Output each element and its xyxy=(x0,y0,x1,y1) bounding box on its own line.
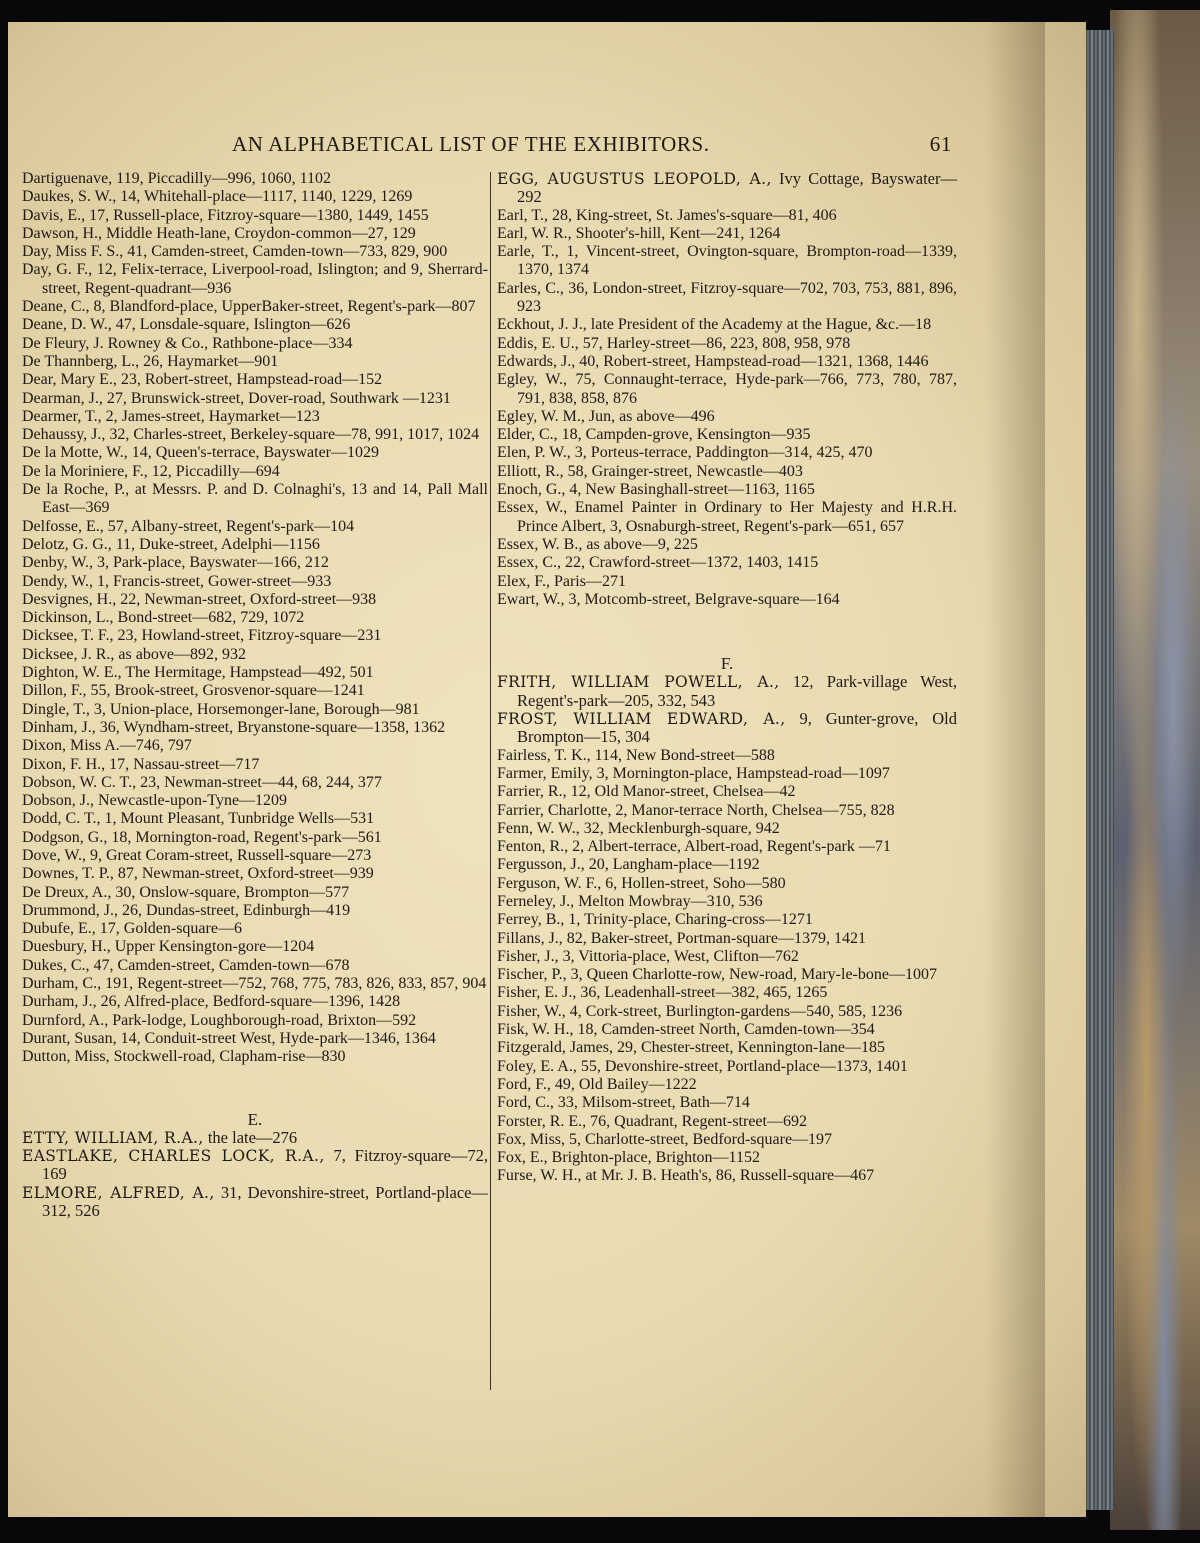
exhibitor-entry: Ewart, W., 3, Motcomb-street, Belgrave-square—164 xyxy=(497,590,840,608)
exhibitor-entry: Dighton, W. E., The Hermitage, Hampstead—492, 501 xyxy=(22,664,374,682)
exhibitor-entry: Denby, W., 3, Park-place, Bayswater—166, 212 xyxy=(22,554,329,572)
exhibitor-entry: Essex, W. B., as above—9, 225 xyxy=(497,535,698,553)
exhibitor-entry: Deane, C., 8, Blandford-place, UpperBaker-street, Regent's-park—807 xyxy=(22,298,476,316)
academician-name: FRITH, WILLIAM POWELL, A., xyxy=(497,673,780,692)
exhibitor-entry: Dicksee, T. F., 23, Howland-street, Fitzroy-square—231 xyxy=(22,627,382,645)
exhibitor-entry: De la Moriniere, F., 12, Piccadilly—694 xyxy=(22,462,280,480)
exhibitor-entry-academician xyxy=(497,170,957,207)
exhibitor-entry: Elex, F., Paris—271 xyxy=(497,572,626,590)
exhibitor-entry: Downes, T. P., 87, Newman-street, Oxford-street—939 xyxy=(22,865,374,883)
page-curl-shadow xyxy=(985,22,1045,1517)
exhibitor-entry: Dutton, Miss, Stockwell-road, Clapham-rise—830 xyxy=(22,1048,346,1066)
exhibitor-entry: Earl, W. R., Shooter's-hill, Kent—241, 1264 xyxy=(497,224,781,242)
exhibitor-entry: Dearmer, T., 2, James-street, Haymarket—123 xyxy=(22,407,320,425)
exhibitor-entry: Farmer, Emily, 3, Mornington-place, Hampstead-road—1097 xyxy=(497,764,890,782)
exhibitor-entry: Dicksee, J. R., as above—892, 932 xyxy=(22,645,246,663)
exhibitor-entry: Dickinson, L., Bond-street—682, 729, 1072 xyxy=(22,609,305,627)
exhibitor-entry: Deane, D. W., 47, Lonsdale-square, Islington—626 xyxy=(22,316,351,334)
exhibitor-entry: Egley, W., 75, Connaught-terrace, Hyde-park—766, 773, 780, 787, 791, 838, 858, 876 xyxy=(497,371,957,407)
exhibitor-entry: Fisk, W. H., 18, Camden-street North, Camden-town—354 xyxy=(497,1021,875,1039)
exhibitor-entry: Durham, C., 191, Regent-street—752, 768, 775, 783, 826, 833, 857, 904 xyxy=(22,975,487,993)
exhibitor-entry: Fitzgerald, James, 29, Chester-street, Kennington-lane—185 xyxy=(497,1039,886,1057)
exhibitor-entry: Durnford, A., Park-lodge, Loughborough-road, Brixton—592 xyxy=(22,1011,417,1029)
exhibitor-entry-academician xyxy=(497,710,957,747)
exhibitor-entry: Ferneley, J., Melton Mowbray—310, 536 xyxy=(497,892,763,910)
exhibitor-entry: Eckhout, J. J., late President of the Academy at the Hague, &c.—18 xyxy=(497,316,932,334)
exhibitor-entry: Fox, E., Brighton-place, Brighton—1152 xyxy=(497,1149,760,1167)
academician-details: 12, Park-village West, Regent's-park—205, 332, 543 xyxy=(517,672,957,710)
exhibitor-entry: Delfosse, E., 57, Albany-street, Regent's-park—104 xyxy=(22,517,355,535)
left-column xyxy=(22,170,488,1220)
exhibitor-entry: De Thannberg, L., 26, Haymarket—901 xyxy=(22,352,279,370)
exhibitor-entry: Daukes, S. W., 14, Whitehall-place—1117, 1140, 1229, 1269 xyxy=(22,188,413,206)
exhibitor-entry: Fisher, W., 4, Cork-street, Burlington-gardens—540, 585, 1236 xyxy=(497,1002,903,1020)
exhibitor-entry: Dixon, Miss A.—746, 797 xyxy=(22,737,192,755)
exhibitor-entry: De Fleury, J. Rowney & Co., Rathbone-place—334 xyxy=(22,334,353,352)
exhibitor-entry: Day, G. F., 12, Felix-terrace, Liverpool-road, Islington; and 9, Sherrard-street, Regent-quadrant—936 xyxy=(22,261,488,297)
page-number: 61 xyxy=(929,132,952,156)
exhibitor-entry: Dubufe, E., 17, Golden-square—6 xyxy=(22,920,242,938)
exhibitor-entry: Dobson, W. C. T., 23, Newman-street—44, 68, 244, 377 xyxy=(22,773,382,791)
exhibitor-entry: Farrier, Charlotte, 2, Manor-terrace North, Chelsea—755, 828 xyxy=(497,801,895,819)
exhibitor-entry: Fenn, W. W., 32, Mecklenburgh-square, 942 xyxy=(497,819,780,837)
exhibitor-entry: Fox, Miss, 5, Charlotte-street, Bedford-square—197 xyxy=(497,1130,833,1148)
exhibitor-entry: Fisher, E. J., 36, Leadenhall-street—382, 465, 1265 xyxy=(497,984,828,1002)
section-heading-e: E. xyxy=(247,1109,263,1129)
academician-name: EASTLAKE, CHARLES LOCK, R.A., xyxy=(22,1147,325,1166)
header-title: AN ALPHABETICAL LIST OF THE EXHIBITORS. xyxy=(232,132,710,156)
marbled-page-edges xyxy=(1110,10,1200,1530)
exhibitor-entry: De Dreux, A., 30, Onslow-square, Brompton—577 xyxy=(22,883,350,901)
exhibitor-entry: Dearman, J., 27, Brunswick-street, Dover-road, Southwark —1231 xyxy=(22,389,451,407)
exhibitor-entry: Dixon, F. H., 17, Nassau-street—717 xyxy=(22,755,260,773)
academician-name: FROST, WILLIAM EDWARD, A., xyxy=(497,710,786,729)
exhibitor-entry: Essex, W., Enamel Painter in Ordinary to Her Majesty and H.R.H. Prince Albert, 3, Osnaburgh-street, Regent's-park—651, 657 xyxy=(497,499,957,535)
exhibitor-entry: Dillon, F., 55, Brook-street, Grosvenor-square—1241 xyxy=(22,682,365,700)
exhibitor-entry: Elder, C., 18, Campden-grove, Kensington—935 xyxy=(497,426,811,444)
exhibitor-entry: De la Roche, P., at Messrs. P. and D. Colnaghi's, 13 and 14, Pall Mall East—369 xyxy=(22,481,488,517)
exhibitor-entry: Enoch, G., 4, New Basinghall-street—1163, 1165 xyxy=(497,481,815,499)
exhibitor-entry: Farrier, R., 12, Old Manor-street, Chelsea—42 xyxy=(497,783,796,801)
exhibitor-entry: Desvignes, H., 22, Newman-street, Oxford-street—938 xyxy=(22,590,377,608)
section-spacer xyxy=(497,609,957,655)
exhibitor-entry: Fairless, T. K., 114, New Bond-street—588 xyxy=(497,746,775,764)
academician-name: ELMORE, ALFRED, A., xyxy=(22,1183,215,1202)
exhibitor-entry-academician xyxy=(22,1147,488,1184)
exhibitor-entry: Dendy, W., 1, Francis-street, Gower-street—933 xyxy=(22,572,332,590)
exhibitor-entry: Dartiguenave, 119, Piccadilly—996, 1060, 1102 xyxy=(22,170,331,187)
exhibitor-entry: Davis, E., 17, Russell-place, Fitzroy-square—1380, 1449, 1455 xyxy=(22,206,429,224)
exhibitor-entry: Dodd, C. T., 1, Mount Pleasant, Tunbridge Wells—531 xyxy=(22,810,375,828)
exhibitor-entry: Essex, C., 22, Crawford-street—1372, 1403, 1415 xyxy=(497,554,819,572)
section-spacer xyxy=(22,1067,488,1111)
exhibitor-entry: Durham, J., 26, Alfred-place, Bedford-square—1396, 1428 xyxy=(22,993,401,1011)
d-entries-list xyxy=(22,170,488,1067)
exhibitor-entry: Forster, R. E., 76, Quadrant, Regent-street—692 xyxy=(497,1112,807,1130)
exhibitor-entry: Dinham, J., 36, Wyndham-street, Bryanstone-square—1358, 1362 xyxy=(22,718,446,736)
section-heading-f: F. xyxy=(720,654,734,674)
exhibitor-entry: Dove, W., 9, Great Coram-street, Russell-square—273 xyxy=(22,846,372,864)
exhibitor-entry: Elliott, R., 58, Grainger-street, Newcastle—403 xyxy=(497,462,803,480)
exhibitor-entry: Day, Miss F. S., 41, Camden-street, Camden-town—733, 829, 900 xyxy=(22,243,448,261)
exhibitor-entry: De la Motte, W., 14, Queen's-terrace, Bayswater—1029 xyxy=(22,444,379,462)
exhibitor-entry: Duesbury, H., Upper Kensington-gore—1204 xyxy=(22,938,315,956)
exhibitor-entry: Dingle, T., 3, Union-place, Horsemonger-lane, Borough—981 xyxy=(22,700,420,718)
academician-details: 31, Devonshire-street, Portland-place—312, 526 xyxy=(42,1182,488,1221)
academician-details: 7, Fitzroy-square—72, 169 xyxy=(42,1146,488,1184)
running-header xyxy=(232,132,952,157)
exhibitor-entry: Fillans, J., 82, Baker-street, Portman-square—1379, 1421 xyxy=(497,929,866,947)
exhibitor-entry: Dukes, C., 47, Camden-street, Camden-town—678 xyxy=(22,956,350,974)
f-entries-list xyxy=(497,747,957,1186)
academician-details: 9, Gunter-grove, Old Brompton—15, 304 xyxy=(517,709,957,747)
right-column xyxy=(497,170,957,1186)
academician-name: EGG, AUGUSTUS LEOPOLD, A., xyxy=(497,170,772,188)
exhibitor-entry: Dear, Mary E., 23, Robert-street, Hampstead-road—152 xyxy=(22,371,383,389)
exhibitor-entry: Dawson, H., Middle Heath-lane, Croydon-common—27, 129 xyxy=(22,224,416,242)
exhibitor-entry: Fischer, P., 3, Queen Charlotte-row, New-road, Mary-le-bone—1007 xyxy=(497,966,937,984)
exhibitor-entry: Earl, T., 28, King-street, St. James's-square—81, 406 xyxy=(497,206,837,224)
exhibitor-entry: Earles, C., 36, London-street, Fitzroy-square—702, 703, 753, 881, 896, 923 xyxy=(497,279,957,316)
exhibitor-entry: Dehaussy, J., 32, Charles-street, Berkeley-square—78, 991, 1017, 1024 xyxy=(22,426,480,444)
exhibitor-entry: Fergusson, J., 20, Langham-place—1192 xyxy=(497,856,760,874)
academician-details: the late—276 xyxy=(203,1127,298,1147)
exhibitor-entry: Eddis, E. U., 57, Harley-street—86, 223, 808, 958, 978 xyxy=(497,334,851,352)
e-lead-entries-list xyxy=(22,1129,488,1220)
exhibitor-entry-academician xyxy=(22,1184,488,1221)
exhibitor-entry: Furse, W. H., at Mr. J. B. Heath's, 86, Russell-square—467 xyxy=(497,1167,875,1185)
exhibitor-entry: Ferguson, W. F., 6, Hollen-street, Soho—580 xyxy=(497,874,786,892)
exhibitor-entry: Dobson, J., Newcastle-upon-Tyne—1209 xyxy=(22,792,288,810)
exhibitor-entry: Edwards, J., 40, Robert-street, Hampstead-road—1321, 1368, 1446 xyxy=(497,352,929,370)
exhibitor-entry: Fenton, R., 2, Albert-terrace, Albert-road, Regent's-park —71 xyxy=(497,838,891,856)
academician-details: Ivy Cottage, Bayswater—292 xyxy=(517,169,957,207)
exhibitor-entry: Egley, W. M., Jun, as above—496 xyxy=(497,407,715,425)
column-divider xyxy=(490,172,491,1390)
exhibitor-entry: Earle, T., 1, Vincent-street, Ovington-square, Brompton-road—1339, 1370, 1374 xyxy=(497,243,957,279)
exhibitor-entry: Dodgson, G., 18, Mornington-road, Regent's-park—561 xyxy=(22,828,382,846)
exhibitor-entry: Delotz, G. G., 11, Duke-street, Adelphi—1156 xyxy=(22,535,320,553)
exhibitor-entry-academician xyxy=(497,673,957,710)
exhibitor-entry: Fisher, J., 3, Vittoria-place, West, Clifton—762 xyxy=(497,947,799,965)
exhibitor-entry: Ford, C., 33, Milsom-street, Bath—714 xyxy=(497,1094,750,1112)
exhibitor-entry: Drummond, J., 26, Dundas-street, Edinburgh—419 xyxy=(22,901,351,919)
exhibitor-entry: Elen, P. W., 3, Porteus-terrace, Paddington—314, 425, 470 xyxy=(497,444,873,462)
f-lead-entries-list xyxy=(497,673,957,746)
exhibitor-entry: Durant, Susan, 14, Conduit-street West, Hyde-park—1346, 1364 xyxy=(22,1029,436,1047)
academician-name: ETTY, WILLIAM, R.A., xyxy=(22,1128,204,1147)
exhibitor-entry: Ferrey, B., 1, Trinity-place, Charing-cross—1271 xyxy=(497,911,813,929)
e-entries-list xyxy=(497,207,957,610)
exhibitor-entry: Foley, E. A., 55, Devonshire-street, Portland-place—1373, 1401 xyxy=(497,1057,908,1075)
exhibitor-entry: Ford, F., 49, Old Bailey—1222 xyxy=(497,1075,697,1093)
exhibitor-entry-academician xyxy=(22,1129,488,1147)
